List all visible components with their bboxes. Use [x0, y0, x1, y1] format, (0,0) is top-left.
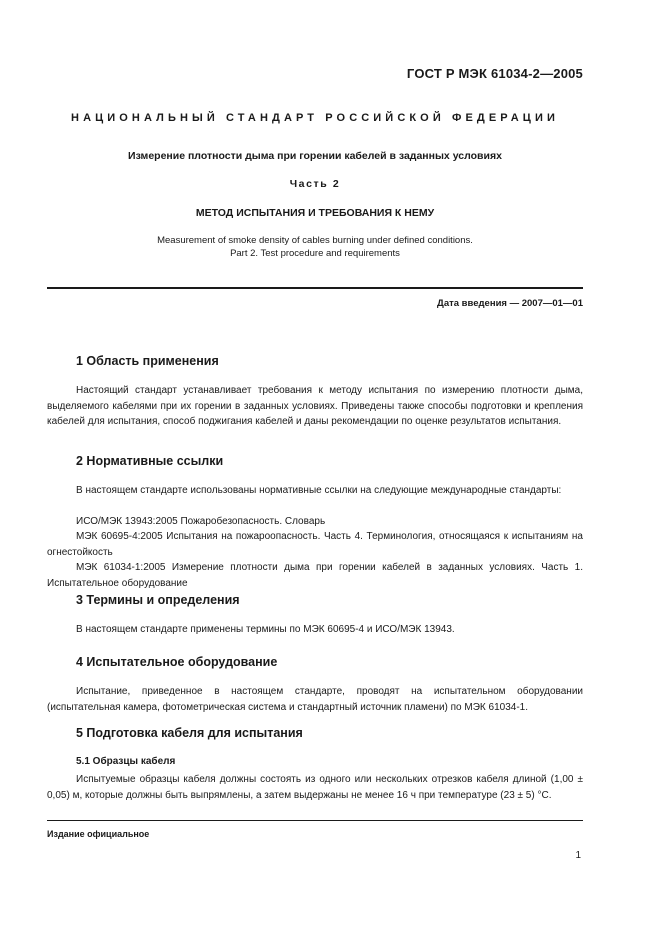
section-4-paragraph: Испытание, приведенное в настоящем стандарте, проводят на испытательном оборудовании (испытательная камера, фотометрическая система и стандартный источник пламени) по МЭК 61034-1.: [47, 686, 583, 713]
national-standard-heading: НАЦИОНАЛЬНЫЙ СТАНДАРТ РОССИЙСКОЙ ФЕДЕРАЦИИ: [71, 112, 559, 124]
header-divider: [47, 287, 583, 289]
title-en-line-1: Measurement of smoke density of cables burning under defined conditions.: [157, 235, 473, 246]
document-code: ГОСТ Р МЭК 61034-2—2005: [406, 66, 583, 81]
section-5-heading: 5 Подготовка кабеля для испытания: [76, 726, 303, 740]
title-en-line-2: Part 2. Test procedure and requirements: [230, 248, 400, 259]
document-title-en: [47, 234, 583, 260]
subsection-5-1-paragraph: Испытуемые образцы кабеля должны состоять из одного или нескольких отрезков кабеля длиной (1,00 ± 0,05) м, которые должны быть выпрямлены, а затем выдержаны не менее 16 ч при температуре (23 ± 5) °С.: [47, 774, 583, 801]
section-1-heading: 1 Область применения: [76, 354, 219, 368]
section-3-paragraph: В настоящем стандарте применены термины по МЭК 60695-4 и ИСО/МЭК 13943.: [76, 624, 455, 635]
reference-iec-60695-4: МЭК 60695-4:2005 Испытания на пожароопасность. Часть 4. Терминология, относящаяся к испытаниям на огнестойкость: [47, 531, 583, 558]
subsection-5-1-heading: 5.1 Образцы кабеля: [76, 756, 176, 767]
section-1-paragraph: Настоящий стандарт устанавливает требования к методу испытания по измерению плотности дыма, выделяемого кабелями при их горении в заданных условиях. Приведены также способы подготовки и крепления кабелей для испытания, способ поджигания кабелей и даны рекомендации по оценке результатов испытания.: [47, 385, 583, 427]
section-2-heading: 2 Нормативные ссылки: [76, 454, 224, 468]
footer-divider: [47, 820, 583, 821]
document-title-ru: Измерение плотности дыма при горении кабелей в заданных условиях: [128, 150, 502, 162]
part-title: МЕТОД ИСПЫТАНИЯ И ТРЕБОВАНИЯ К НЕМУ: [195, 207, 435, 219]
page-number: 1: [575, 850, 581, 861]
reference-iso-13943: ИСО/МЭК 13943:2005 Пожаробезопасность. Словарь: [76, 516, 326, 527]
section-2-paragraph: В настоящем стандарте использованы нормативные ссылки на следующие международные стандарты:: [76, 485, 562, 496]
edition-note: Издание официальное: [47, 829, 150, 839]
effective-date: Дата введения — 2007—01—01: [437, 298, 583, 309]
section-3-heading: 3 Термины и определения: [76, 593, 240, 607]
section-4-heading: 4 Испытательное оборудование: [76, 655, 278, 669]
reference-iec-61034-1: МЭК 61034-1:2005 Измерение плотности дыма при горении кабелей в заданных условиях. Часть 1. Испытательное оборудование: [47, 562, 583, 589]
part-label: Часть 2: [289, 178, 341, 190]
